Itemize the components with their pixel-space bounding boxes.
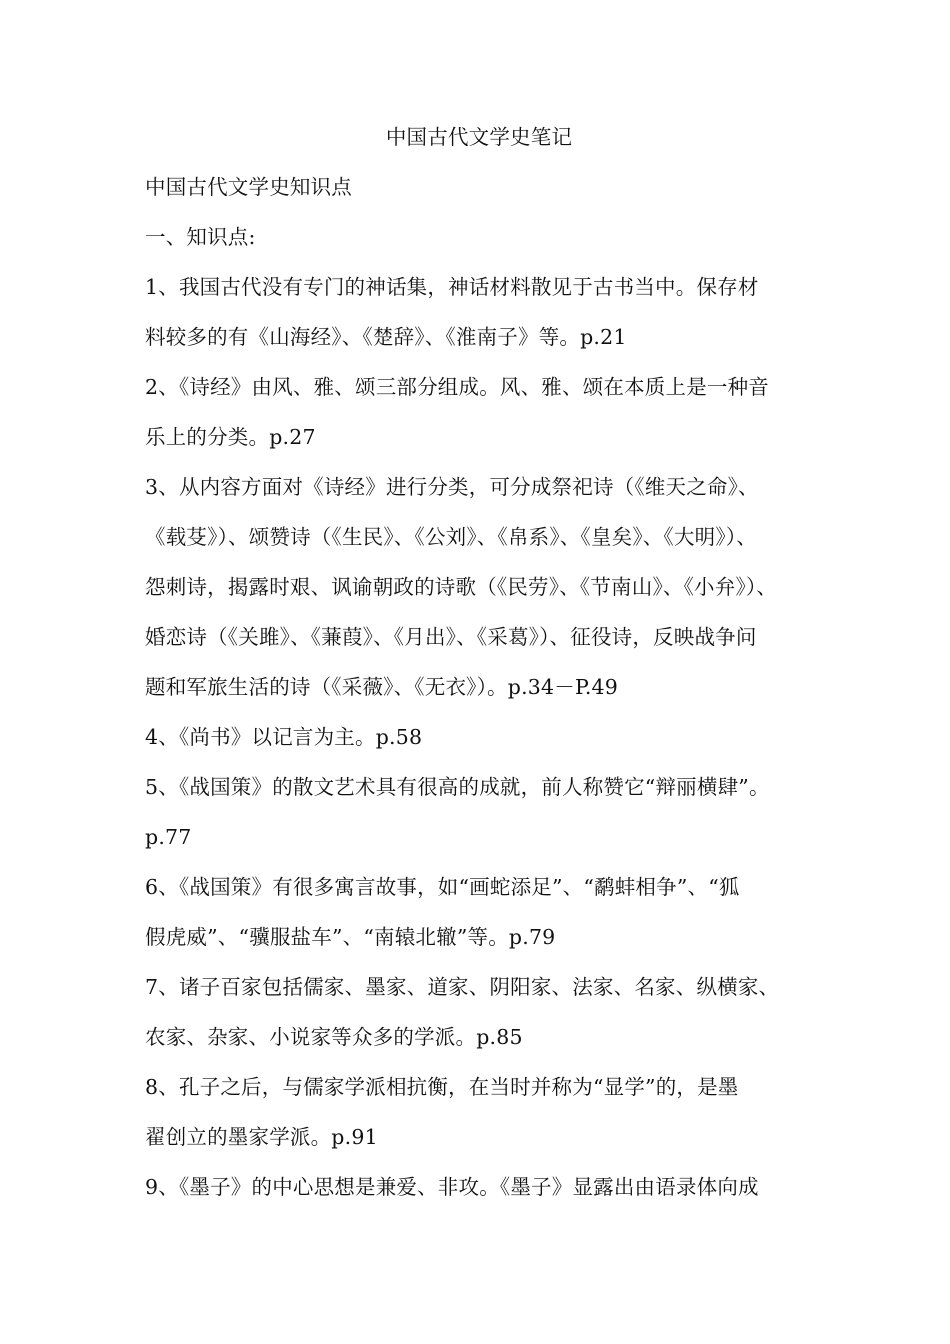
text-line: 2、《诗经》由风、雅、颂三部分组成。风、雅、颂在本质上是一种音 <box>145 375 769 399</box>
text-line: 假虎威”、“骥服盐车”、“南辕北辙”等。p.79 <box>145 925 556 949</box>
text-line: 5、《战国策》的散文艺术具有很高的成就，前人称赞它“辩丽横肆”。 <box>145 775 770 799</box>
text-line: 7、诸子百家包括儒家、墨家、道家、阴阳家、法家、名家、纵横家、 <box>145 975 780 999</box>
document-body <box>145 112 813 1212</box>
text-line: 婚恋诗（《关雎》、《蒹葭》、《月出》、《采葛》）、征役诗，反映战争问 <box>145 625 757 649</box>
text-line: 4、《尚书》以记言为主。p.58 <box>145 725 423 749</box>
text-line: 8、孔子之后，与儒家学派相抗衡，在当时并称为“显学”的，是墨 <box>145 1075 739 1099</box>
text-line: 1、我国古代没有专门的神话集，神话材料散见于古书当中。保存材 <box>145 275 759 299</box>
text-line: 翟创立的墨家学派。p.91 <box>145 1125 378 1149</box>
text-line: 题和军旅生活的诗（《采薇》、《无衣》）。p.34－P.49 <box>145 675 619 699</box>
text-line: 3、从内容方面对《诗经》进行分类，可分成祭祀诗（《维天之命》、 <box>145 475 759 499</box>
text-line: 农家、杂家、小说家等众多的学派。p.85 <box>145 1025 523 1049</box>
document-title: 中国古代文学史笔记 <box>385 125 573 149</box>
subsection-heading: 一、知识点: <box>145 225 256 249</box>
text-line: 料较多的有《山海经》、《楚辞》、《淮南子》等。p.21 <box>145 325 627 349</box>
text-line: 乐上的分类。p.27 <box>145 425 316 449</box>
text-line: 《载芟》）、颂赞诗（《生民》、《公刘》、《帛系》、《皇矣》、《大明》）、 <box>145 525 757 549</box>
text-line: 9、《墨子》的中心思想是兼爱、非攻。《墨子》显露出由语录体向成 <box>145 1175 759 1199</box>
section-heading: 中国古代文学史知识点 <box>145 175 352 199</box>
text-line: 怨刺诗，揭露时艰、讽谕朝政的诗歌（《民劳》、《节南山》、《小弁》）、 <box>145 575 778 599</box>
text-line: p.77 <box>145 825 192 849</box>
text-line: 6、《战国策》有很多寓言故事，如“画蛇添足”、“鹬蚌相争”、“狐 <box>145 875 740 899</box>
